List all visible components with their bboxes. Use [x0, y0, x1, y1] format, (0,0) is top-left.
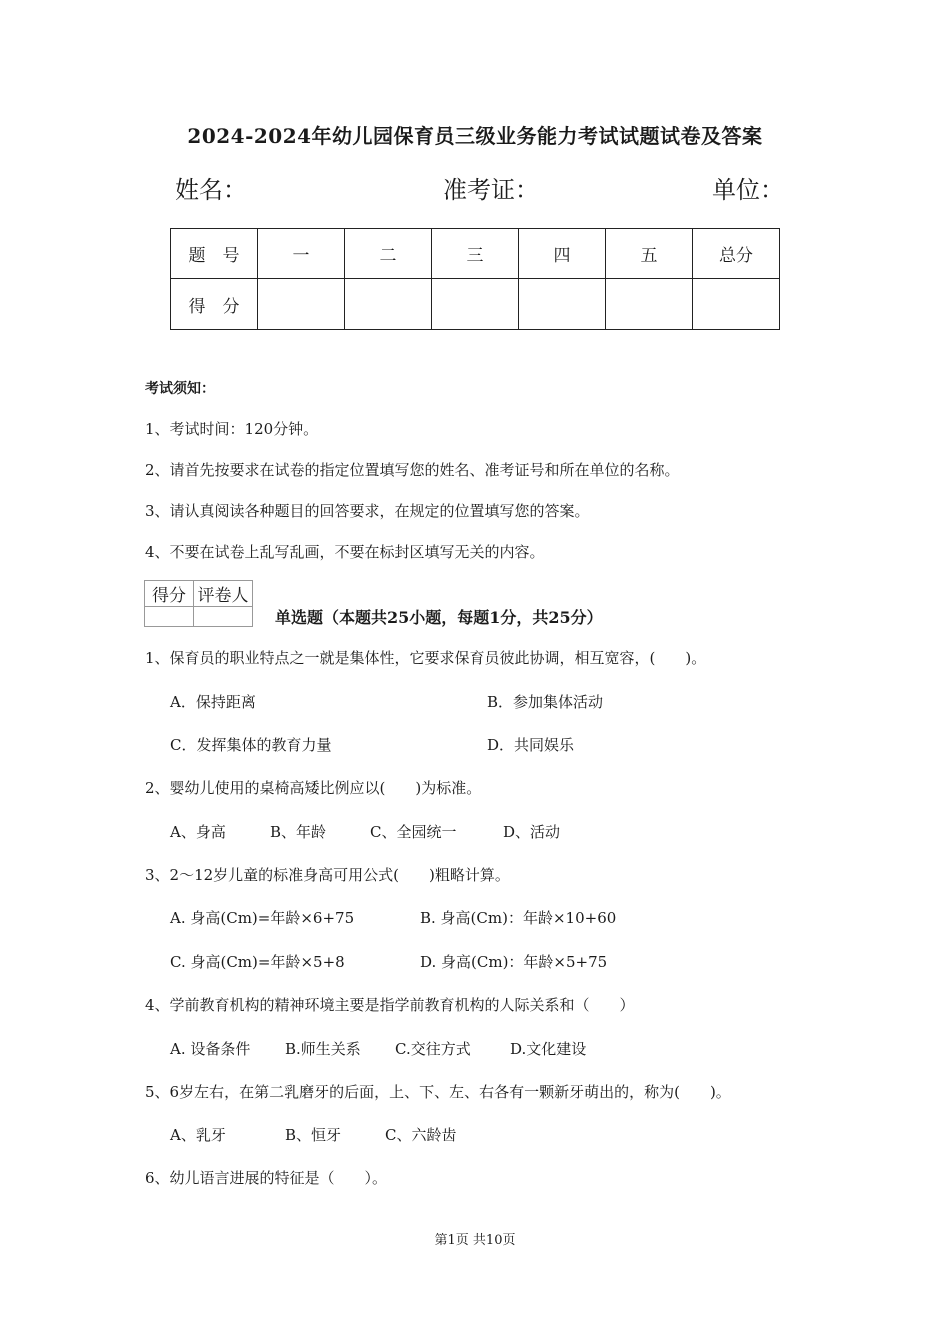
option: A、乳牙: [170, 1126, 226, 1144]
option: C.交往方式: [395, 1040, 471, 1058]
score-table-header-row: [171, 229, 780, 279]
score-header-4: 四: [519, 229, 606, 279]
option: D.文化建设: [510, 1040, 587, 1058]
question-stem: 5、6岁左右，在第二乳磨牙的后面，上、下、左、右各有一颗新牙萌出的，称为( )。: [145, 1083, 731, 1101]
option: C．发挥集体的教育力量: [170, 736, 332, 754]
score-cell: [519, 279, 606, 330]
option: A. 身高(Cm)=年龄×6+75: [170, 909, 355, 927]
option: B. 身高(Cm)：年龄×10+60: [420, 909, 617, 927]
score-table: [170, 228, 780, 330]
question-stem: 4、学前教育机构的精神环境主要是指学前教育机构的人际关系和（ ）: [145, 996, 635, 1014]
grader-cell: [145, 607, 194, 627]
name-field-label: 姓名：: [175, 176, 247, 204]
grader-reviewer-label: 评卷人: [194, 581, 253, 607]
question-stem: 2、婴幼儿使用的桌椅高矮比例应以( )为标准。: [145, 779, 482, 797]
option: D．共同娱乐: [487, 736, 575, 754]
question-stem: 3、2～12岁儿童的标准身高可用公式( )粗略计算。: [145, 866, 510, 884]
score-table-score-row: [171, 279, 780, 330]
option: C、全园统一: [370, 823, 457, 841]
option: B．参加集体活动: [487, 693, 604, 711]
option: C、六龄齿: [385, 1126, 457, 1144]
score-header-label: 题 号: [171, 229, 258, 279]
grader-header-row: [145, 581, 253, 607]
notice-item: 3、请认真阅读各种题目的回答要求，在规定的位置填写您的答案。: [145, 502, 590, 520]
question-stem: 1、保育员的职业特点之一就是集体性，它要求保育员彼此协调，相互宽容，( )。: [145, 649, 707, 667]
option: D. 身高(Cm)：年龄×5+75: [420, 953, 608, 971]
unit-field-label: 单位：: [712, 176, 784, 204]
option: B、年龄: [270, 823, 327, 841]
score-cell: [693, 279, 780, 330]
page-footer: 第1页 共10页: [434, 1233, 516, 1248]
exam-title: 2024-2024年幼儿园保育员三级业务能力考试试题试卷及答案: [187, 124, 763, 148]
score-cell: [345, 279, 432, 330]
notice-item: 4、不要在试卷上乱写乱画，不要在标封区填写无关的内容。: [145, 543, 545, 561]
option: A、身高: [170, 823, 226, 841]
section-title: 单选题（本题共25小题，每题1分，共25分）: [275, 608, 603, 627]
exam-id-field-label: 准考证：: [443, 176, 539, 204]
option: B、恒牙: [285, 1126, 342, 1144]
score-header-5: 五: [606, 229, 693, 279]
score-cell: [432, 279, 519, 330]
grader-cell: [194, 607, 253, 627]
notice-item: 2、请首先按要求在试卷的指定位置填写您的姓名、准考证号和所在单位的名称。: [145, 461, 680, 479]
score-header-total: 总分: [693, 229, 780, 279]
option: B.师生关系: [285, 1040, 361, 1058]
score-cell: [606, 279, 693, 330]
option: A．保持距离: [170, 693, 256, 711]
grader-score-label: 得分: [145, 581, 194, 607]
question-stem: 6、幼儿语言进展的特征是（ ）。: [145, 1169, 388, 1187]
score-row-label: 得 分: [171, 279, 258, 330]
option: A. 设备条件: [170, 1040, 251, 1058]
score-header-3: 三: [432, 229, 519, 279]
notice-item: 1、考试时间：120分钟。: [145, 420, 319, 438]
grader-box: [144, 580, 253, 627]
grader-blank-row: [145, 607, 253, 627]
score-header-1: 一: [258, 229, 345, 279]
notice-heading: 考试须知：: [145, 381, 215, 397]
option: D、活动: [503, 823, 561, 841]
score-header-2: 二: [345, 229, 432, 279]
option: C. 身高(Cm)=年龄×5+8: [170, 953, 345, 971]
score-cell: [258, 279, 345, 330]
